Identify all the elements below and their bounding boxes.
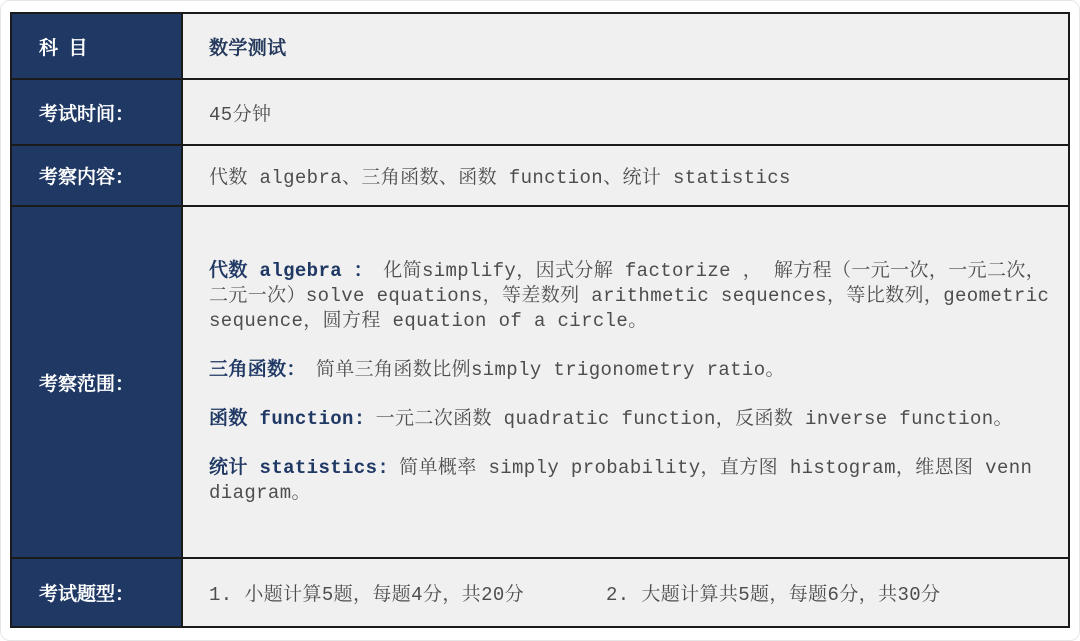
duration-value: 45分钟 (209, 103, 272, 126)
question-types-label-cell (12, 559, 183, 626)
topics-value: 代数 algebra、三角函数、函数 function、统计 statistics (209, 167, 791, 189)
scope-paragraph-algebra (209, 259, 1056, 334)
scope-paragraph-function (209, 407, 1056, 432)
topics-content-cell (183, 146, 1068, 205)
subject-label: 科目 (39, 37, 98, 60)
table-row-question-types (12, 557, 1068, 626)
table-row-topics (12, 144, 1068, 205)
exam-title: 数学测试 (209, 37, 287, 60)
duration-label-cell (12, 80, 183, 144)
scope-label: 考察范围： (39, 373, 135, 396)
question-types-content-cell (183, 559, 1068, 626)
scope-paragraph-statistics (209, 456, 1056, 506)
question-types-label: 考试题型： (39, 584, 135, 606)
subject-content-cell (183, 14, 1068, 78)
question-type-item-2: 2. 大题计算共5题，每题6分，共30分 (606, 584, 941, 606)
paragraph-body: 简单三角函数比例simply trigonometry ratio。 (315, 358, 785, 381)
paragraph-body: 一元二次函数 quadratic function，反函数 inverse function。 (375, 407, 1013, 430)
scope-label-cell (12, 207, 183, 557)
paragraph-heading: 三角函数： (209, 358, 306, 381)
scope-content-cell (183, 207, 1068, 557)
paragraph-heading: 函数 function: (209, 407, 366, 430)
scope-paragraph-trigonometry (209, 358, 1056, 383)
duration-content-cell (183, 80, 1068, 144)
topics-label: 考察内容： (39, 167, 135, 189)
exam-info-table (10, 12, 1070, 628)
subject-label-cell (12, 14, 183, 78)
table-row-scope (12, 205, 1068, 557)
paragraph-heading: 代数 algebra ： (209, 259, 374, 282)
duration-label: 考试时间： (39, 103, 135, 126)
paragraph-body: 化简simplify，因式分解 factorize ， 解方程（一元一次，一元二次，二元一次）solve equations，等差数列 arithmetic sequences，等比数列，geometric sequence，圆方程 equation of a circle。 (209, 259, 1050, 332)
paragraph-body: 简单概率 simply probability，直方图 histogram，维恩图 venn diagram。 (209, 456, 1033, 504)
table-row-subject (12, 14, 1068, 78)
question-type-item-1: 1. 小题计算5题，每题4分，共20分 (209, 584, 525, 606)
topics-label-cell (12, 146, 183, 205)
table-row-duration (12, 78, 1068, 144)
paragraph-heading: 统计 statistics: (209, 456, 390, 479)
